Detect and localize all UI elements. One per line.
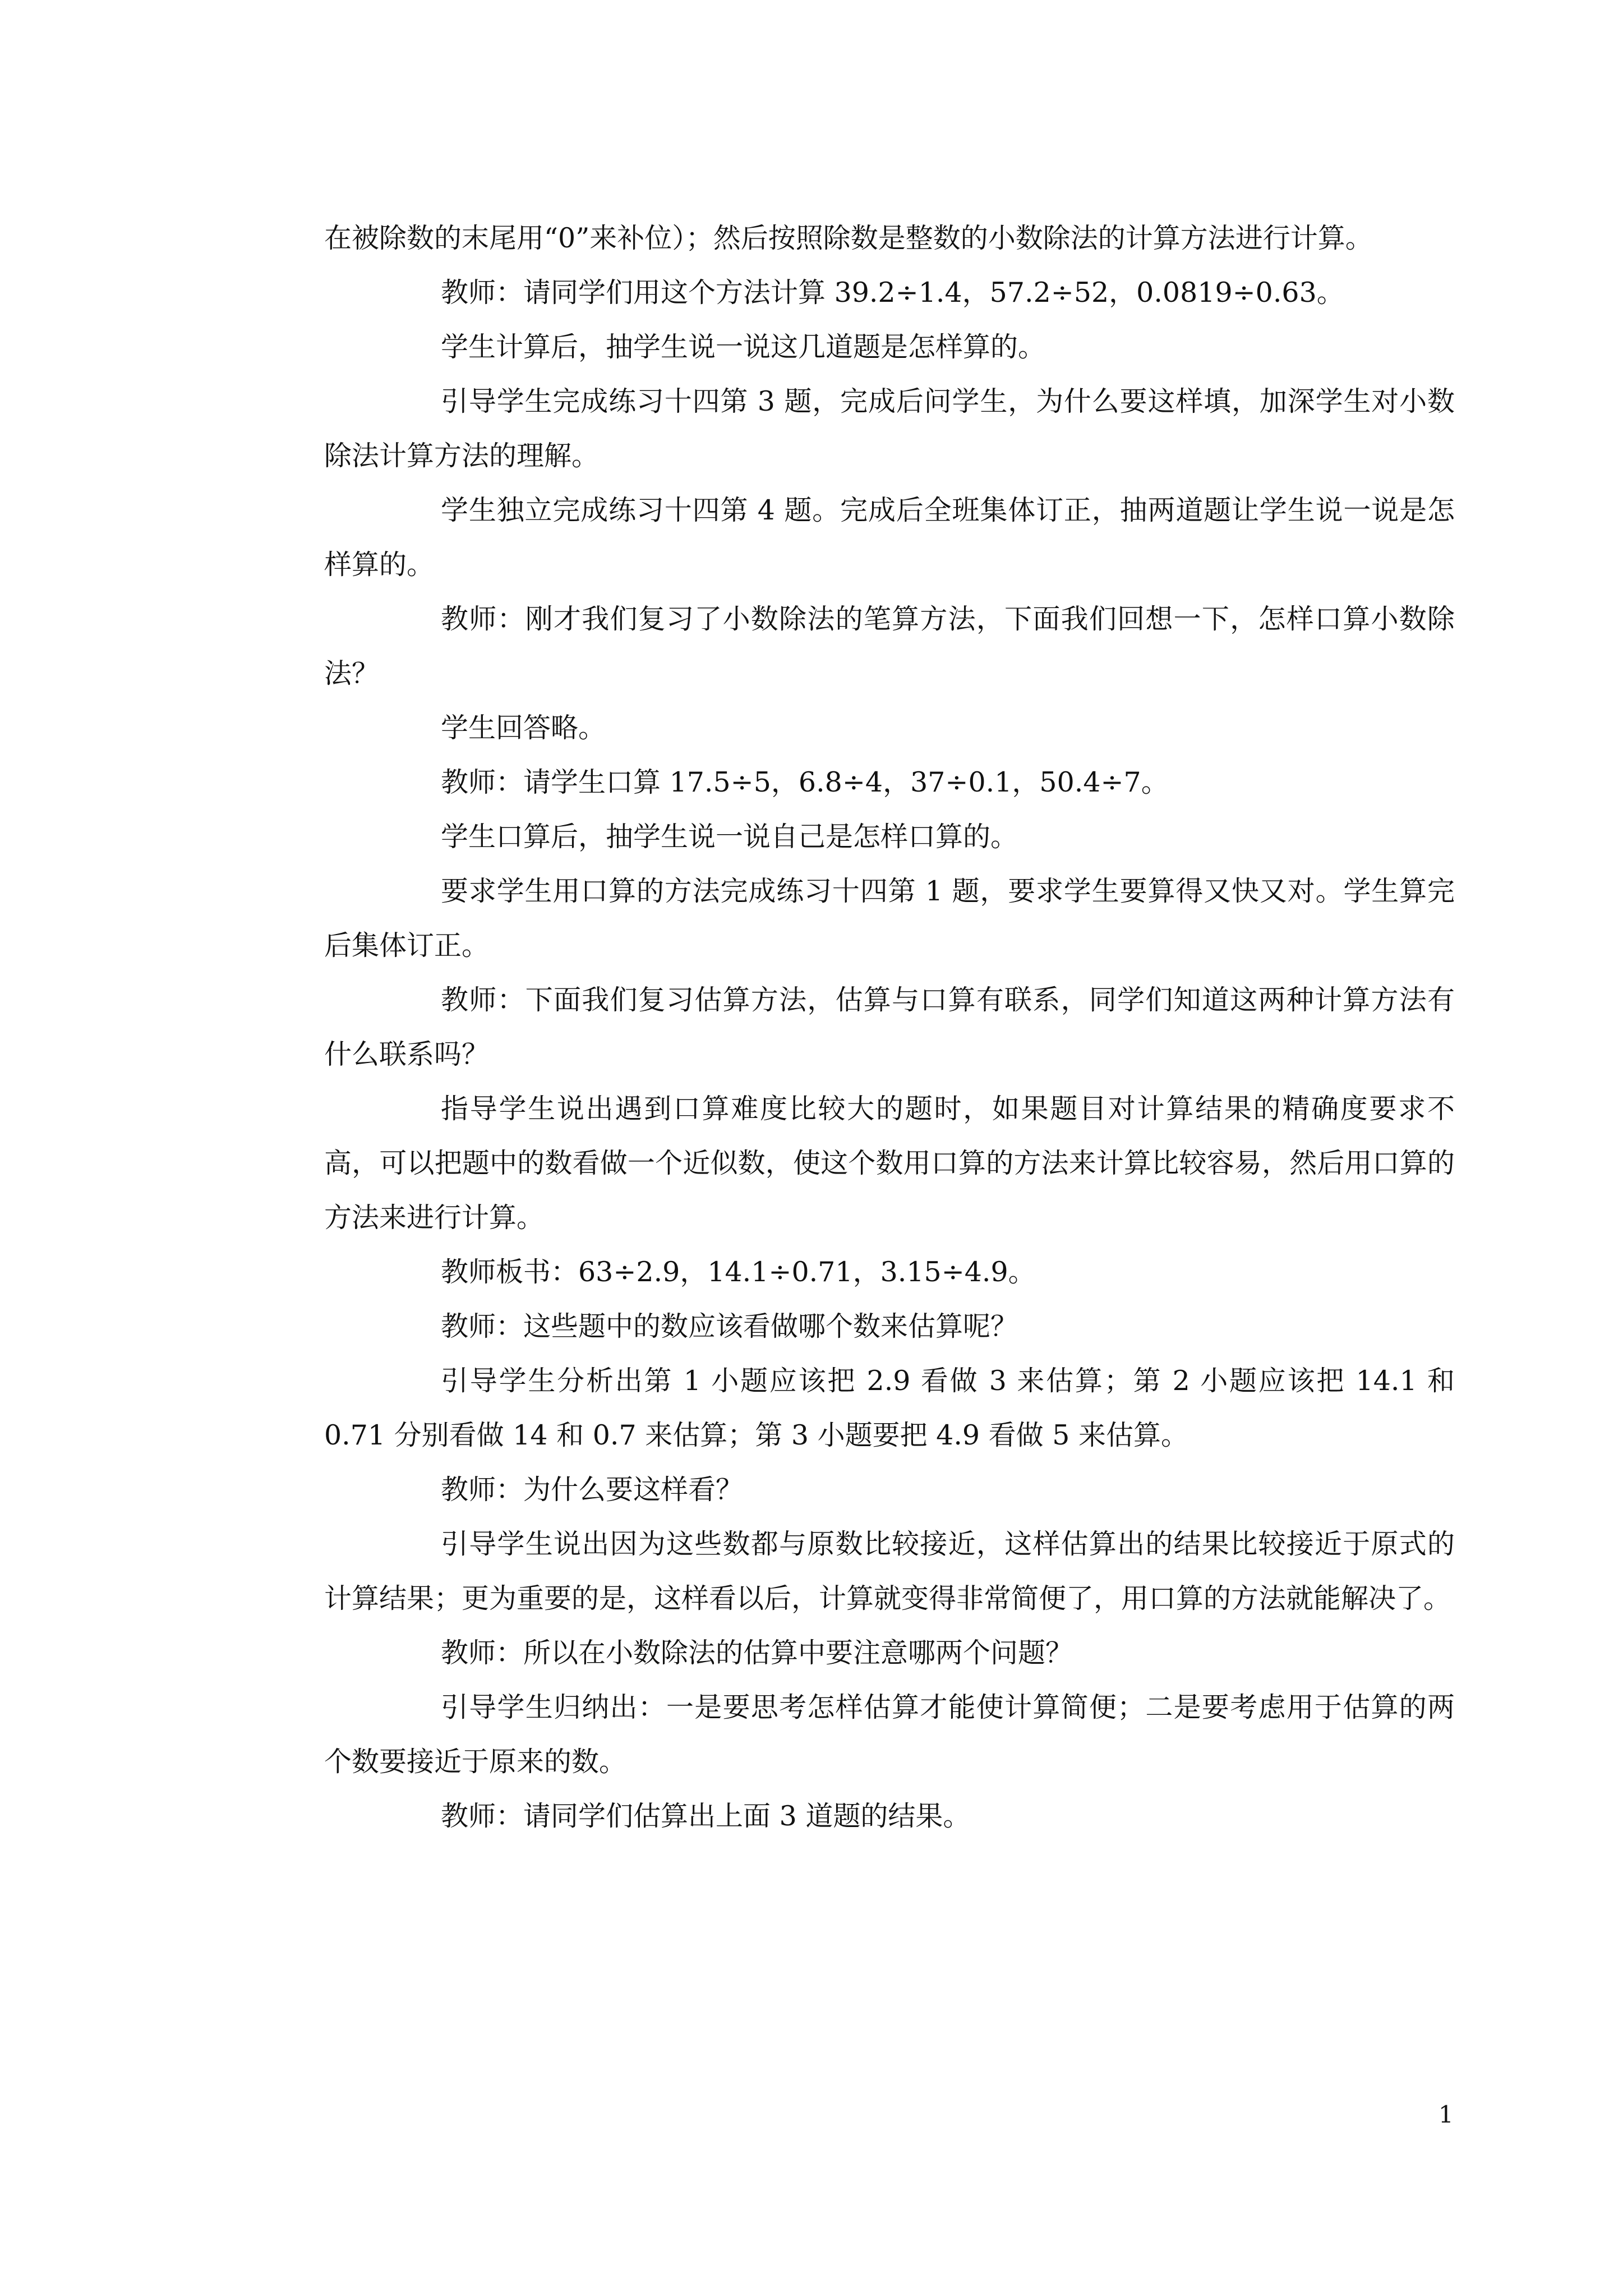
paragraph: 学生回答略。 — [441, 712, 606, 744]
paragraph: 引导学生归纳出：一是要思考怎样估算才能使计算简便；二是要考虑用于估算的两个数要接近于原来的数。 — [324, 1691, 1455, 1778]
paragraph: 要求学生用口算的方法完成练习十四第 1 题，要求学生要算得又快又对。学生算完后集体订正。 — [324, 875, 1455, 961]
page-number: 1 — [1438, 2101, 1454, 2128]
paragraph: 教师：这些题中的数应该看做哪个数来估算呢？ — [441, 1310, 1018, 1342]
paragraph: 教师：下面我们复习估算方法，估算与口算有联系，同学们知道这两种计算方法有什么联系吗？ — [324, 984, 1455, 1070]
paragraph: 在被除数的末尾用“0”来补位）；然后按照除数是整数的小数除法的计算方法进行计算。 — [324, 222, 1373, 254]
paragraph: 教师：请同学们估算出上面 3 道题的结果。 — [441, 1800, 971, 1832]
paragraph: 教师：刚才我们复习了小数除法的笔算方法，下面我们回想一下，怎样口算小数除法？ — [324, 603, 1455, 689]
paragraph: 教师板书：63÷2.9，14.1÷0.71，3.15÷4.9。 — [441, 1256, 1036, 1288]
paragraph: 学生独立完成练习十四第 4 题。完成后全班集体订正，抽两道题让学生说一说是怎样算的。 — [324, 494, 1455, 581]
document-body — [324, 211, 1455, 1843]
paragraph: 引导学生完成练习十四第 3 题，完成后问学生，为什么要这样填，加深学生对小数除法计算方法的理解。 — [324, 385, 1455, 472]
paragraph: 引导学生分析出第 1 小题应该把 2.9 看做 3 来估算；第 2 小题应该把 14.1 和 0.71 分别看做 14 和 0.7 来估算；第 3 小题要把 4.9 看做 5 来估算。 — [324, 1365, 1455, 1451]
paragraph: 教师：请同学们用这个方法计算 39.2÷1.4，57.2÷52，0.0819÷0.63。 — [441, 277, 1344, 309]
paragraph: 指导学生说出遇到口算难度比较大的题时，如果题目对计算结果的精确度要求不高，可以把题中的数看做一个近似数，使这个数用口算的方法来计算比较容易，然后用口算的方法来进行计算。 — [324, 1093, 1455, 1234]
paragraph: 学生口算后，抽学生说一说自己是怎样口算的。 — [441, 821, 1018, 853]
paragraph: 教师：请学生口算 17.5÷5，6.8÷4，37÷0.1，50.4÷7。 — [441, 766, 1169, 798]
paragraph: 教师：所以在小数除法的估算中要注意哪两个问题？ — [441, 1637, 1073, 1669]
paragraph: 教师：为什么要这样看？ — [441, 1474, 744, 1506]
paragraph: 学生计算后，抽学生说一说这几道题是怎样算的。 — [441, 331, 1046, 363]
paragraph: 引导学生说出因为这些数都与原数比较接近，这样估算出的结果比较接近于原式的计算结果；更为重要的是，这样看以后，计算就变得非常简便了，用口算的方法就能解决了。 — [324, 1528, 1455, 1614]
